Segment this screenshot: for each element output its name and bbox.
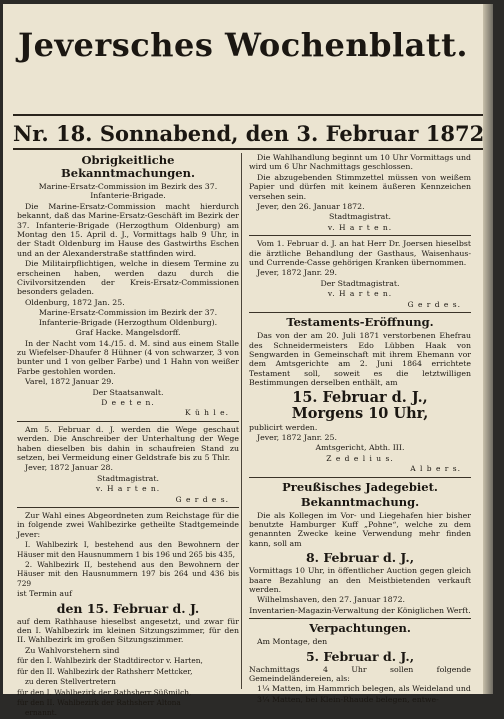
notice-signature: Amtsgericht, Abth. III.: [315, 443, 405, 453]
notice-signature: Der Stadtmagistrat.: [320, 278, 400, 288]
notice-text: Am 5. Februar d. J. werden die Wege geschaut werden. Die Anschreiber der Unterhaltung der Wege haben dieselben bis dahin in schaufreien Stand zu setzen, bei Vermeidung einer Geldstrafe bis zu 5 Thlr.: [17, 424, 239, 462]
notice-text: Die Militairpflichtigen, welche in diesem Termine zu erscheinen haben, werden dazu durch die Civilvorsitzenden der Kreis-Ersatz-Commissionen besonders geladen.: [17, 259, 239, 297]
notice-text: ist Termin auf: [17, 589, 72, 599]
notice-text: Nachmittags 4 Uhr sollen folgende Gemeindeländereien, als:: [249, 664, 471, 684]
notice-date: Jever, 1872 Janr. 29.: [257, 268, 337, 278]
notice-signature: Stadtmagistrat.: [97, 473, 159, 483]
notice-text: publicirt werden.: [249, 422, 318, 432]
notice-text: 2. Wahlbezirk II, bestehend aus den Bewohnern der Häuser mit den Hausnummern 197 bis 264 und 436 bis 729: [17, 560, 239, 588]
notice-separator: [17, 507, 239, 508]
notice-signature: v. H a r t e n.: [327, 289, 393, 299]
jade-region-heading: Preußisches Jadegebiet.: [282, 479, 438, 494]
testament-date: 15. Februar d. J.,: [292, 388, 428, 406]
notice-text: Marine-Ersatz-Commission im Bezirk des 37. Infanterie-Brigade.: [38, 182, 218, 201]
notice-text: 3¼ Matten, bei Klein-Rhaude belegen, entwe-: [257, 694, 439, 704]
column-divider: [241, 153, 242, 689]
masthead-title: Jeversches Wochenblatt.: [17, 26, 469, 64]
notice-signature: v. H a r t e n.: [95, 484, 161, 494]
notice-separator: [249, 618, 471, 619]
notice-text: 1¼ Matten, im Hammrich belegen, als Weideland und: [257, 684, 471, 694]
auction-date: 8. Februar d. J.,: [305, 550, 415, 566]
notice-text: Die Wahlhandlung beginnt um 10 Uhr Vormittags und wird um 6 Uhr Nachmittags geschlossen.: [249, 153, 471, 172]
election-date: den 15. Februar d. J.: [56, 600, 200, 616]
notice-date: Oldenburg, 1872 Jan. 25.: [25, 297, 125, 307]
notice-text: Die Marine-Ersatz-Commission macht hierdurch bekannt, daß das Marine-Ersatz-Geschäft im Bezirk der 37. Infanterie-Brigade (Herzogthum Oldenburg) am Montag den 15. April d. J., Vormittags halb 9 Uhr, in der Stadt Oldenburg im Hause des Gastwirths Eschen und an der Alexanderstraße stattfinden wird.: [17, 201, 239, 258]
leases-heading: Verpachtungen.: [309, 621, 411, 636]
notice-signature: D e e t e n.: [101, 397, 155, 407]
announcement-heading: Bekanntmachung.: [300, 494, 420, 509]
notice-text: Zur Wahl eines Abgeordneten zum Reichstage für die in folgende zwei Wahlbezirke getheilte Stadtgemeinde Jever:: [17, 511, 239, 539]
notice-text: für den II. Wahlbezirk der Rathsherr Altona: [17, 697, 181, 707]
notice-signature: Inventarien-Magazin-Verwaltung der Königlichen Werft.: [249, 605, 471, 615]
notice-signature: v. H a r t e n.: [327, 222, 393, 232]
issue-day: Sonnabend,: [99, 121, 239, 146]
notice-date: Varel, 1872 Januar 29.: [25, 377, 114, 387]
notice-date: Jever, 1872 Januar 28.: [25, 463, 113, 473]
notice-signature: G e r d e s.: [175, 494, 229, 504]
top-rule: [13, 114, 483, 116]
notice-signature: G e r d e s.: [407, 299, 461, 309]
notice-text: Zu Wahlvorstehern sind: [25, 645, 120, 655]
page-edge-shadow: [483, 4, 493, 694]
notice-signature: K ü h l e.: [184, 408, 229, 418]
notice-text: zu deren Stellvertretern: [25, 677, 116, 687]
notice-text: auf dem Rathhause hieselbst angesetzt, und zwar für den I. Wahlbezirk im kleinen Sitzungszimmer, für den II. Wahlbezirk im großen Sitzungszimmer.: [17, 616, 239, 645]
notice-separator: [249, 312, 471, 313]
notice-text: Die abzugebenden Stimmzettel müssen von weißem Papier und dürfen mit keinem äußeren Kennzeichen versehen sein.: [249, 172, 471, 201]
newspaper-page: [3, 4, 493, 718]
notice-date: Jever, den 26. Januar 1872.: [257, 202, 365, 212]
notice-text: ernannt.: [25, 708, 57, 718]
lease-date: 5. Februar d. J.,: [305, 648, 415, 664]
notice-signature: Marine-Ersatz-Commission im Bezirk der 37. Infanterie-Brigade (Herzogthum Oldenburg).: [38, 308, 218, 327]
notice-text: I. Wahlbezirk I, bestehend aus den Bewohnern der Häuser mit den Hausnummern 1 bis 196 und 265 bis 435,: [17, 540, 239, 559]
notice-date: Jever, 1872 Janr. 25.: [257, 432, 337, 442]
notice-signature: Graf Hacke. Mangelsdorff.: [75, 328, 181, 338]
notice-separator: [249, 477, 471, 478]
notice-text: für den II. Wahlbezirk der Rathsherr Mettcker,: [17, 666, 193, 676]
notice-signature: Der Staatsanwalt.: [92, 387, 164, 397]
official-notices-heading: Obrigkeitliche Bekanntmachungen.: [61, 153, 195, 180]
notice-text: Die als Kollegen im Vor- und Liegehafen hier bisher benutzte Hamburger Kuff „Pohne“, welche zu dem genannten Zwecke keine Verwendung mehr finden kann, soll am: [249, 510, 471, 548]
notice-separator: [17, 421, 239, 422]
notice-text: Vormittags 10 Uhr, in öffentlicher Auction gegen gleich baare Bezahlung an den Meistbietenden verkauft werden.: [249, 566, 471, 594]
notice-text: für den I. Wahlbezirk der Stadtdirector v. Harten,: [17, 656, 203, 666]
issue-number: Nr. 18.: [13, 121, 93, 146]
notice-signature: Z e d e l i u s.: [326, 453, 394, 463]
notice-signature: Stadtmagistrat.: [329, 212, 391, 222]
notice-text: für den I. Wahlbezirk der Rathsherr Süßmilch,: [17, 687, 192, 697]
testament-heading: Testaments-Eröffnung.: [286, 315, 434, 330]
testament-time: Morgens 10 Uhr,: [291, 404, 429, 422]
notice-text: Vom 1. Februar d. J. an hat Herr Dr. Joersen hieselbst die ärztliche Behandlung der Gasthaus, Waisenhaus- und Currende-Casse gehörigen Kranken übernommen.: [249, 239, 471, 268]
issue-line: [13, 121, 483, 146]
notice-text: In der Nacht vom 14./15. d. M. sind aus einem Stalle zu Wiefelser-Dhaufer 8 Hühner (4 von schwarzer, 3 von bunter und 1 von gelber Farbe) und 1 Hahn von weißer Farbe gestohlen worden.: [17, 338, 239, 376]
notice-signature: A l b e r s.: [410, 464, 461, 474]
left-column: [17, 153, 239, 719]
bottom-rule: [13, 148, 483, 150]
notice-date: Wilhelmshaven, den 27. Januar 1872.: [257, 595, 406, 605]
notice-text: Am Montage, den: [257, 637, 328, 647]
issue-year: 1872: [425, 121, 485, 146]
notice-separator: [249, 235, 471, 236]
issue-date: den 3. Februar: [245, 121, 419, 146]
notice-text: Das von der am 20. Juli 1871 verstorbenen Ehefrau des Schneidermeisters Edo Lübben Haak von Sengwarden in Gemeinschaft mit ihrem Ehemann vor dem Amtsgerichte am 2. Juni 1864 errichtete Testament soll, soweit es die letztwilligen Bestimmungen derselben enthält, am: [249, 331, 471, 388]
right-column: [249, 153, 471, 705]
